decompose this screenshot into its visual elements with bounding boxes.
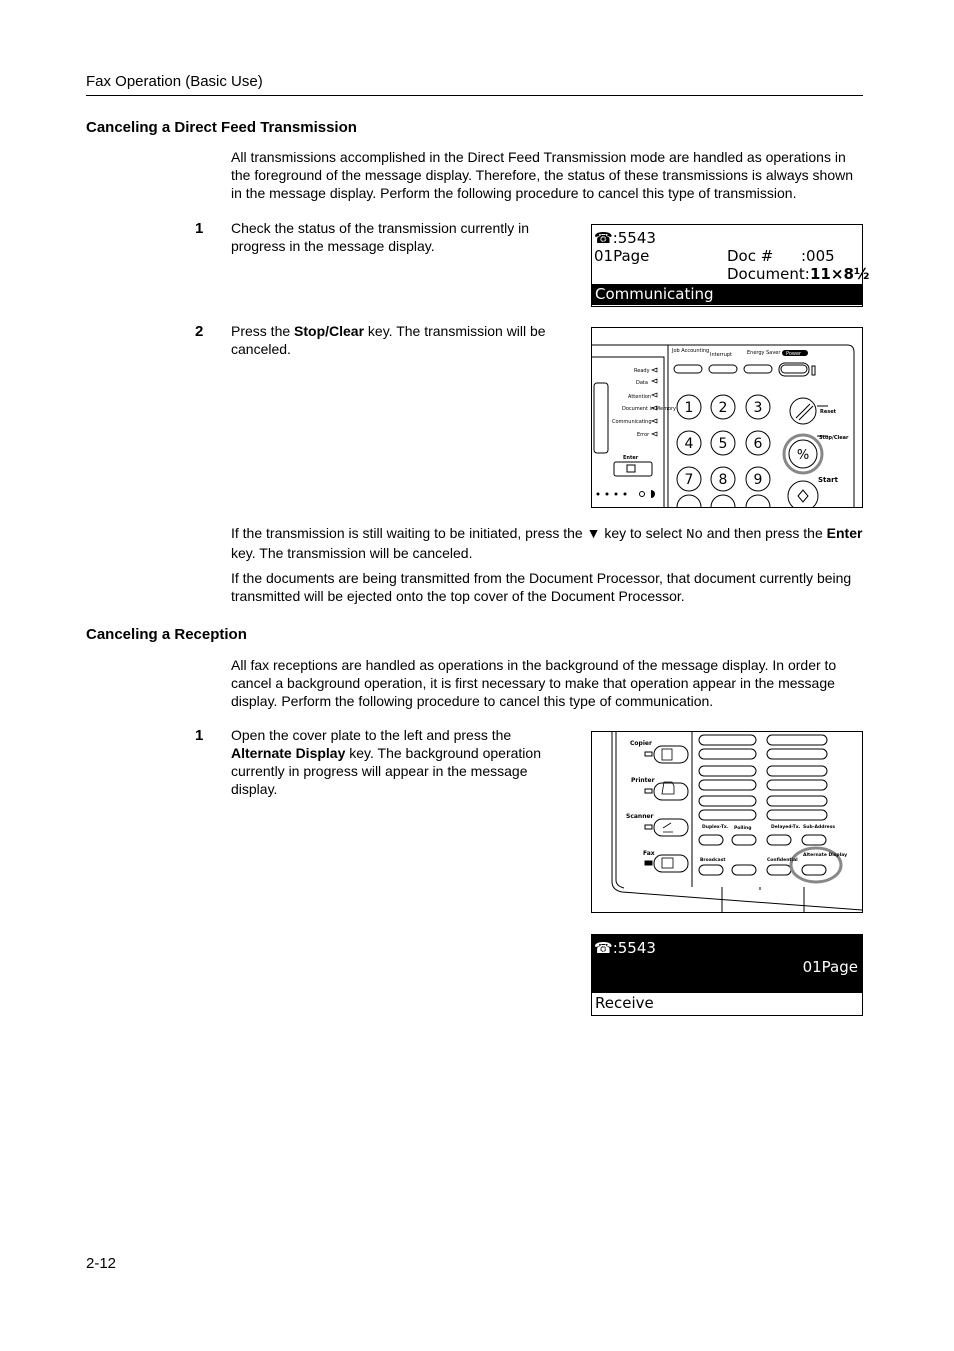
section-intro-direct-feed: All transmissions accomplished in the Direct Feed Transmission mode are handled as operations in the foreground of the message display. Therefore, the status of these transmissions is always shown in the message display. Perform the following procedure to cancel this type of transmission. bbox=[231, 149, 854, 201]
mode-scanner: Scanner bbox=[626, 813, 654, 820]
lcd-doc-value: :005 bbox=[801, 247, 835, 265]
message-display-communicating bbox=[591, 224, 870, 307]
label-interrupt: Interrupt bbox=[710, 352, 733, 358]
stop-clear-key-icon: % bbox=[796, 448, 810, 463]
indicator-document-in-memory: Document in Memory bbox=[622, 406, 676, 412]
section-heading-direct-feed: Canceling a Direct Feed Transmission bbox=[86, 119, 357, 136]
one-touch-panel-drawing bbox=[592, 732, 862, 912]
phone-icon: ☎ bbox=[594, 939, 613, 957]
indicator-ready: Ready bbox=[634, 368, 650, 374]
keypad-2: 2 bbox=[718, 400, 728, 416]
header-rule bbox=[86, 95, 863, 96]
lcd-phone-number: :5543 bbox=[612, 939, 656, 957]
section-heading-reception: Canceling a Reception bbox=[86, 626, 247, 643]
keypad-5: 5 bbox=[718, 436, 728, 452]
label-enter: Enter bbox=[623, 455, 639, 461]
lcd-page-count: 01Page bbox=[802, 958, 858, 976]
lcd-status-bar: Receive bbox=[595, 994, 654, 1012]
step-number: 1 bbox=[195, 220, 204, 237]
lcd-phone-number: :5543 bbox=[612, 229, 656, 247]
step-text: Check the status of the transmission currently in progress in the message display. bbox=[231, 220, 530, 254]
lcd-document-label: Document: bbox=[727, 265, 810, 283]
keypad-8: 8 bbox=[718, 472, 728, 488]
running-header: Fax Operation (Basic Use) bbox=[86, 73, 263, 90]
indicator-data: Data bbox=[636, 380, 648, 386]
keypad-9: 9 bbox=[753, 472, 763, 488]
fn-duplex-tx: Duplex-Tx. bbox=[702, 825, 729, 830]
operation-panel-drawing bbox=[592, 328, 862, 507]
note-document-processor: If the documents are being transmitted from the Document Processor, that document currently being transmitted will be ejected onto the top cover of the Document Processor. bbox=[231, 570, 852, 604]
indicator-attention: Attention bbox=[628, 394, 652, 400]
phone-icon: ☎ bbox=[594, 229, 613, 247]
mode-printer: Printer bbox=[631, 777, 655, 784]
step-number: 2 bbox=[195, 323, 204, 340]
indicator-communicating: Communicating bbox=[612, 419, 652, 425]
label-stop-clear: Stop/Clear bbox=[819, 435, 849, 441]
message-display-receive bbox=[591, 934, 863, 1016]
section-intro-reception: All fax receptions are handled as operations in the background of the message display. In order to cancel a background operation, it is first necessary to make that operation appear in the message display. Perform the following procedure to cancel this type of communication. bbox=[231, 657, 837, 709]
operation-panel-illustration bbox=[591, 327, 863, 508]
page-number: 2-12 bbox=[86, 1255, 117, 1272]
key-name-stop-clear: Stop/Clear bbox=[294, 323, 365, 339]
fn-sub-address: Sub-Address bbox=[803, 825, 836, 830]
keypad-6: 6 bbox=[753, 436, 763, 452]
label-energy-saver: Energy Saver bbox=[747, 350, 781, 356]
one-touch-panel-illustration bbox=[591, 731, 863, 913]
step-text: Press the Stop/Clear key. The transmission will be canceled. bbox=[231, 323, 546, 357]
note-waiting-transmission: If the transmission is still waiting to be initiated, press the ▼ key to select No and then press the Enter key. The transmission will be canceled. bbox=[231, 525, 863, 561]
keypad-1: 1 bbox=[684, 400, 694, 416]
keypad-4: 4 bbox=[684, 436, 694, 452]
label-reset: Reset bbox=[820, 409, 836, 415]
keypad-3: 3 bbox=[753, 400, 763, 416]
label-power: Power bbox=[786, 351, 802, 357]
step-text: Open the cover plate to the left and press the Alternate Display key. The background operation currently in progress will appear in the message display. bbox=[231, 727, 541, 797]
mode-copier: Copier bbox=[630, 740, 652, 747]
fn-broadcast: Broadcast bbox=[700, 858, 726, 863]
lcd-doc-label: Doc # bbox=[727, 247, 774, 265]
fn-delayed-tx: Delayed-Tx. bbox=[771, 825, 801, 830]
key-name-alternate-display: Alternate Display bbox=[231, 745, 346, 761]
start-key-icon bbox=[798, 490, 808, 502]
step-number: 1 bbox=[195, 727, 204, 744]
fn-confidential: Confidential bbox=[767, 858, 798, 863]
lcd-status-bar: Communicating bbox=[592, 284, 862, 305]
key-name-enter: Enter bbox=[826, 525, 863, 541]
indicator-error: Error bbox=[637, 432, 650, 438]
keypad-7: 7 bbox=[684, 472, 694, 488]
lcd-option-no: No bbox=[686, 527, 703, 543]
lcd-paper-size: 11×8½ bbox=[810, 265, 870, 283]
label-start: Start bbox=[818, 476, 838, 484]
fn-polling: Polling bbox=[734, 826, 752, 831]
lcd-page-count: 01Page bbox=[594, 247, 650, 265]
fn-alternate-display: Alternate Display bbox=[803, 853, 848, 858]
label-job-accounting: Job Accounting bbox=[672, 348, 710, 354]
mode-fax: Fax bbox=[643, 850, 655, 857]
